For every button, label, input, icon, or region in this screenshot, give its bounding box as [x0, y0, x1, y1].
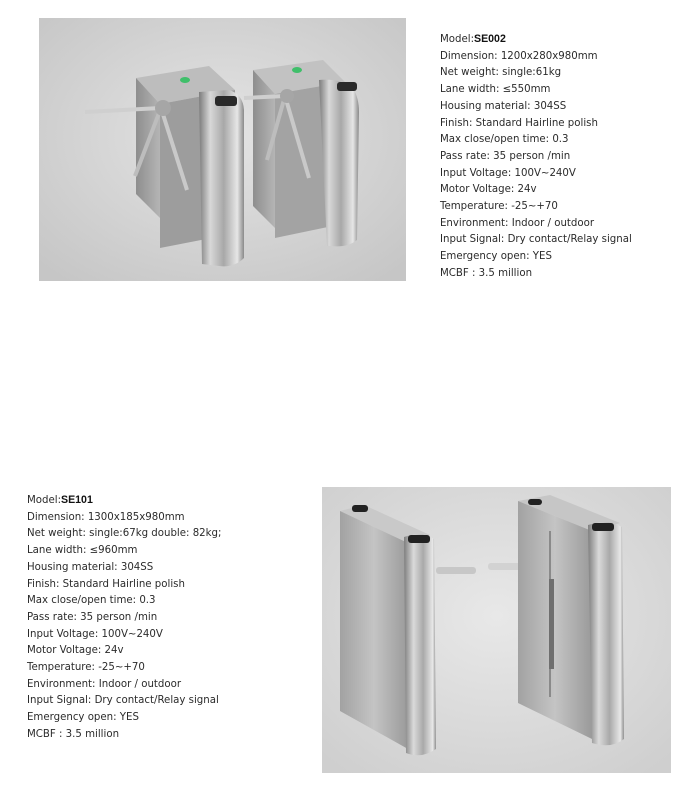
model-line [440, 31, 632, 49]
spec-net-weight: Net weight: single:67kg double: 82kg; [27, 528, 222, 540]
tripod-turnstile-photo [39, 18, 406, 281]
model-label: Model: [27, 495, 62, 506]
spec-input-voltage: Input Voltage: 100V~240V [27, 628, 163, 640]
spec-dimension: Dimension: 1300x185x980mm [27, 511, 185, 523]
spec-temperature: Temperature: -25~+70 [440, 201, 558, 213]
model-code: SE101 [61, 494, 93, 506]
swing-barrier-photo [322, 487, 671, 773]
spec-finish: Finish: Standard Hairline polish [440, 117, 598, 129]
product-spec-se002 [440, 31, 632, 283]
spec-input-signal: Input Signal: Dry contact/Relay signal [440, 234, 632, 246]
spec-input-signal: Input Signal: Dry contact/Relay signal [27, 695, 219, 707]
spec-dimension: Dimension: 1200x280x980mm [440, 50, 598, 62]
spec-motor-voltage: Motor Voltage: 24v [27, 645, 124, 657]
spec-emergency-open: Emergency open: YES [440, 251, 552, 263]
spec-pass-rate: Pass rate: 35 person /min [27, 611, 158, 623]
spec-housing-material: Housing material: 304SS [27, 561, 154, 573]
spec-finish: Finish: Standard Hairline polish [27, 578, 185, 590]
spec-close-open-time: Max close/open time: 0.3 [440, 134, 569, 146]
spec-mcbf: MCBF : 3.5 million [27, 728, 120, 740]
spec-emergency-open: Emergency open: YES [27, 712, 139, 724]
spec-net-weight: Net weight: single:61kg [440, 67, 562, 79]
spec-environment: Environment: Indoor / outdoor [27, 678, 182, 690]
spec-mcbf: MCBF : 3.5 million [440, 267, 533, 279]
model-code: SE002 [474, 33, 506, 45]
spec-environment: Environment: Indoor / outdoor [440, 217, 595, 229]
spec-pass-rate: Pass rate: 35 person /min [440, 150, 571, 162]
spec-temperature: Temperature: -25~+70 [27, 662, 145, 674]
spec-lane-width: Lane width: ≤960mm [27, 545, 138, 557]
spec-lane-width: Lane width: ≤550mm [440, 84, 551, 96]
spec-motor-voltage: Motor Voltage: 24v [440, 184, 537, 196]
model-line [27, 492, 221, 510]
spec-close-open-time: Max close/open time: 0.3 [27, 595, 156, 607]
model-label: Model: [440, 34, 475, 45]
spec-housing-material: Housing material: 304SS [440, 100, 567, 112]
product-spec-se101 [27, 492, 221, 744]
spec-input-voltage: Input Voltage: 100V~240V [440, 167, 576, 179]
